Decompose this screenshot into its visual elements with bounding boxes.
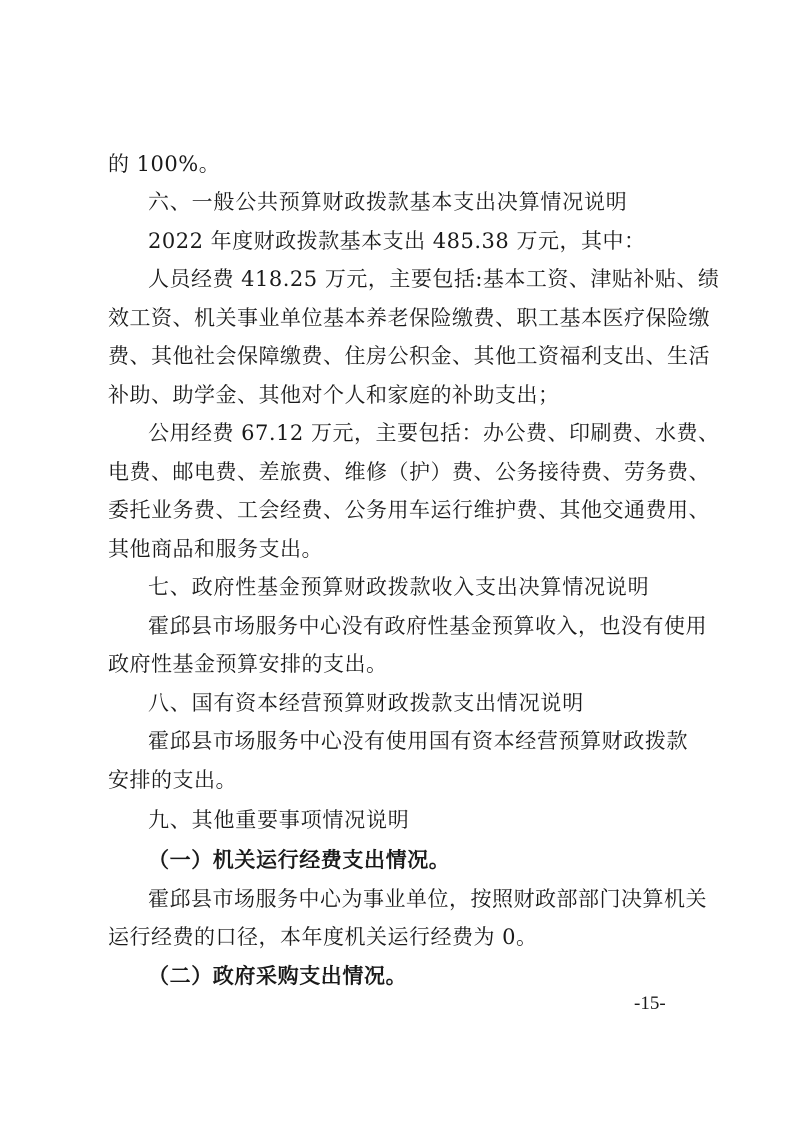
body-text-line: 费、其他社会保障缴费、住房公积金、其他工资福利支出、生活 (108, 344, 710, 368)
section-heading-9: 九、其他重要事项情况说明 (148, 808, 410, 832)
body-text-line: 电费、邮电费、差旅费、维修（护）费、公务接待费、劳务费、 (108, 460, 710, 484)
body-text-line: 人员经费 418.25 万元，主要包括:基本工资、津贴补贴、绩 (148, 267, 720, 291)
body-text-line: 的 100%。 (108, 152, 221, 176)
body-text-line: 霍邱县市场服务中心没有政府性基金预算收入，也没有使用 (148, 614, 707, 638)
section-heading-7: 七、政府性基金预算财政拨款收入支出决算情况说明 (148, 575, 650, 599)
body-text-line: 其他商品和服务支出。 (108, 537, 323, 561)
body-text-line: 效工资、机关事业单位基本养老保险缴费、职工基本医疗保险缴 (108, 306, 710, 330)
subsection-heading-2: （二）政府采购支出情况。 (148, 964, 408, 988)
body-text-line: 霍邱县市场服务中心没有使用国有资本经营预算财政拨款 (148, 729, 688, 753)
body-text-line: 公用经费 67.12 万元，主要包括：办公费、印刷费、水费、 (148, 421, 720, 445)
body-text-line: 政府性基金预算安排的支出。 (108, 652, 388, 676)
page-number: -15- (634, 993, 666, 1014)
body-text-line: 安排的支出。 (108, 768, 237, 792)
section-heading-8: 八、国有资本经营预算财政拨款支出情况说明 (148, 691, 584, 715)
subsection-heading-1: （一）机关运行经费支出情况。 (148, 848, 451, 872)
section-heading-6: 六、一般公共预算财政拨款基本支出决算情况说明 (148, 190, 628, 214)
body-text-line: 运行经费的口径，本年度机关运行经费为 0。 (108, 925, 538, 949)
body-text-line: 2022 年度财政拨款基本支出 485.38 万元，其中： (148, 229, 646, 253)
body-text-line: 霍邱县市场服务中心为事业单位，按照财政部部门决算机关 (148, 887, 707, 911)
body-text-line: 补助、助学金、其他对个人和家庭的补助支出； (108, 383, 560, 407)
body-text-line: 委托业务费、工会经费、公务用车运行维护费、其他交通费用、 (108, 498, 710, 522)
